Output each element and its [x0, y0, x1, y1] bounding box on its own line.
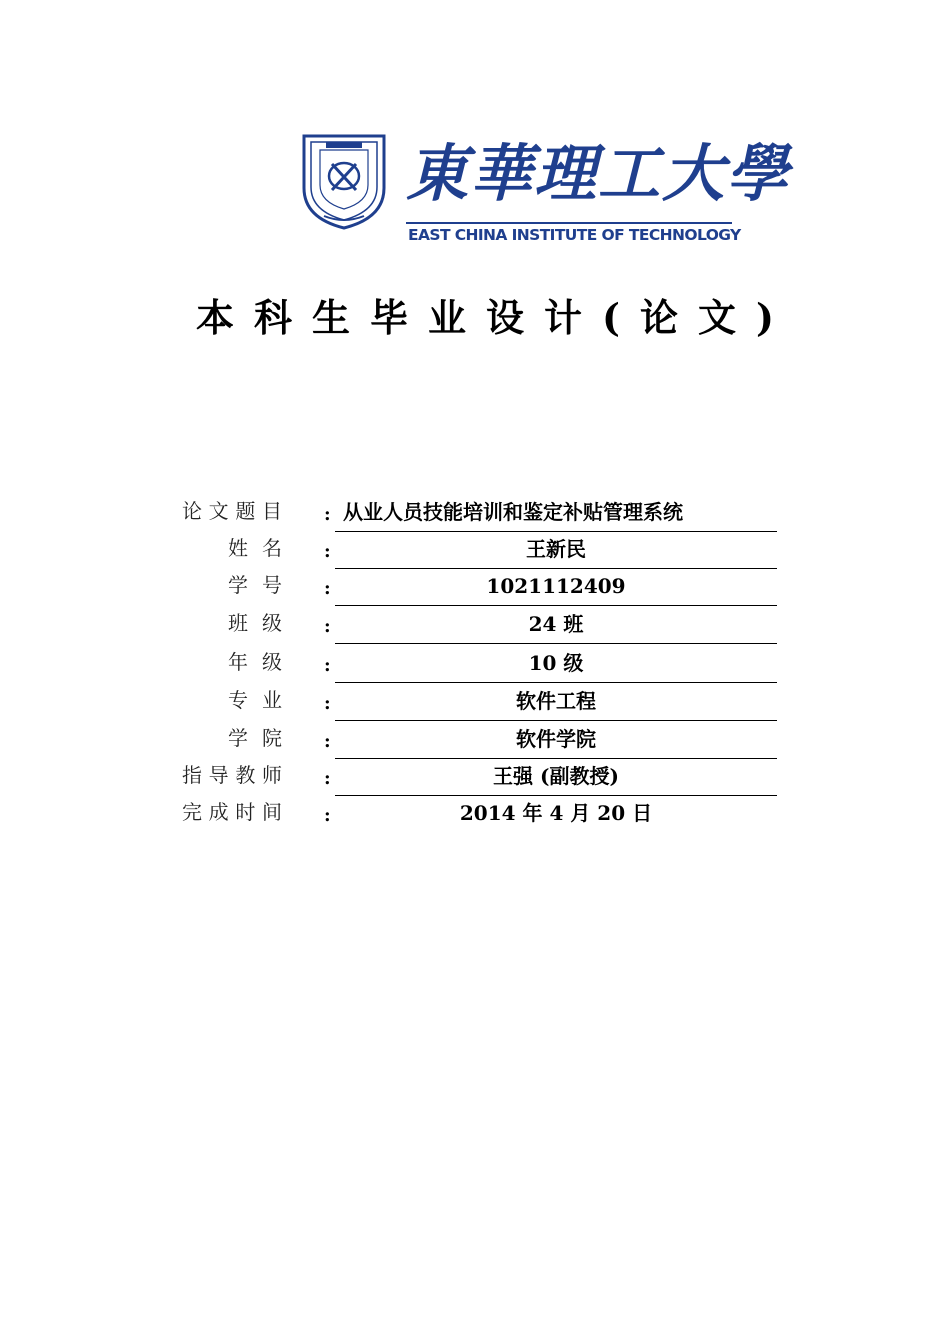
field-value: 10 级	[528, 651, 584, 675]
field-label: 学院	[228, 726, 282, 750]
field-value: 2014 年 4 月 20 日	[459, 801, 653, 825]
field-label: 论文题目	[182, 499, 282, 523]
field-value: 1021112409	[486, 574, 626, 598]
field-label: 指导教师	[182, 763, 282, 787]
field-colon: :	[324, 578, 331, 599]
field-value: 软件学院	[516, 727, 596, 751]
logo-chinese-name: 東華理工大學	[406, 137, 791, 210]
field-colon: :	[324, 655, 331, 676]
field-value: 24 班	[528, 612, 584, 636]
logo-english-name: EAST CHINA INSTITUTE OF TECHNOLOGY	[408, 226, 741, 244]
field-colon: :	[324, 731, 331, 752]
university-seal-icon	[300, 130, 388, 230]
field-colon: :	[324, 805, 331, 826]
university-logo	[300, 130, 791, 250]
field-colon: :	[324, 768, 331, 789]
field-colon: :	[324, 693, 331, 714]
field-label: 学号	[228, 573, 282, 597]
field-value: 王强 (副教授)	[493, 764, 619, 788]
field-label: 年级	[228, 650, 282, 674]
info-row	[0, 683, 950, 717]
field-colon: :	[324, 541, 331, 562]
field-label: 班级	[228, 611, 282, 635]
info-row	[0, 568, 950, 602]
field-label: 专业	[228, 688, 282, 712]
field-label: 完成时间	[182, 800, 282, 824]
field-colon: :	[324, 616, 331, 637]
info-row	[0, 606, 950, 640]
field-underline	[335, 643, 777, 644]
logo-divider	[406, 222, 732, 224]
field-colon: :	[324, 504, 331, 525]
info-row	[0, 758, 950, 792]
info-row	[0, 645, 950, 679]
info-row	[0, 494, 950, 528]
field-value: 从业人员技能培训和鉴定补贴管理系统	[343, 500, 683, 524]
field-label: 姓名	[228, 536, 282, 560]
field-value: 王新民	[526, 537, 586, 561]
field-value: 软件工程	[516, 689, 596, 713]
document-title: 本科生毕业设计(论文)	[196, 295, 794, 340]
info-row	[0, 721, 950, 755]
info-row	[0, 795, 950, 829]
info-row	[0, 531, 950, 565]
